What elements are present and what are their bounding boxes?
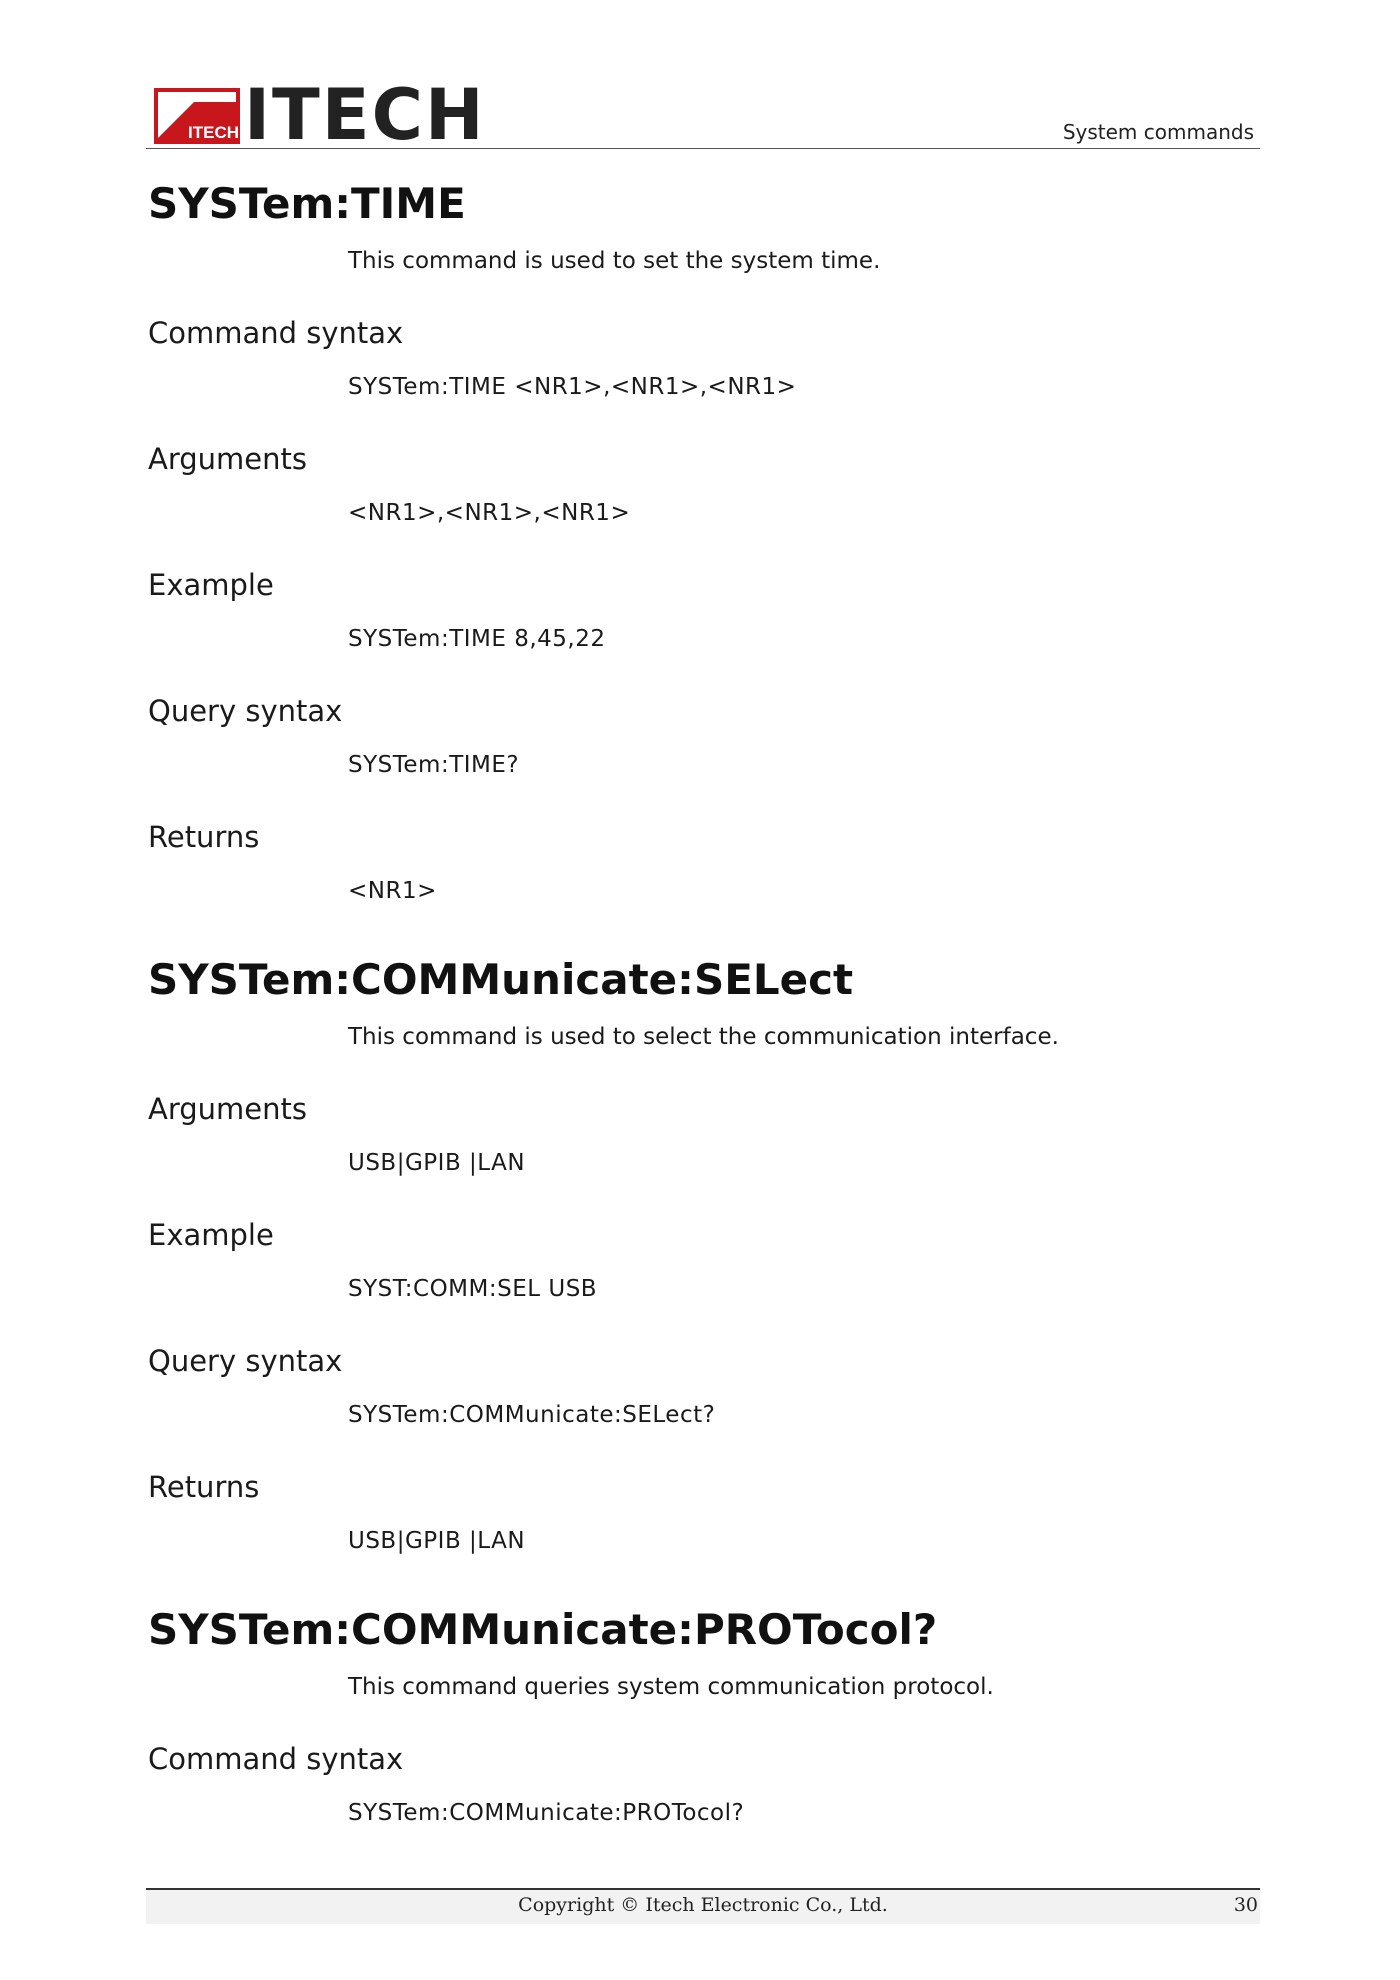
command-block <box>148 176 1258 906</box>
copyright-notice: Copyright © Itech Electronic Co., Ltd. <box>518 1894 888 1916</box>
itech-logo <box>154 74 486 156</box>
command-description: This command is used to set the system time. <box>348 248 881 274</box>
logo-badge-icon <box>154 88 240 144</box>
command-block <box>148 952 1258 1556</box>
page-number: 30 <box>1233 1894 1258 1916</box>
field-value: <NR1> <box>348 878 437 904</box>
field-value: SYSTem:TIME 8,45,22 <box>348 626 606 652</box>
field-label: Example <box>148 568 274 602</box>
field-value: USB|GPIB |LAN <box>348 1150 526 1176</box>
command-block <box>148 1602 1258 1828</box>
logo-badge-text: ITECH <box>188 123 239 142</box>
field-value: SYSTem:COMMunicate:SELect? <box>348 1402 716 1428</box>
command-title: SYSTem:TIME <box>148 179 466 228</box>
field-value: SYSTem:COMMunicate:PROTocol? <box>348 1800 745 1826</box>
field-label: Query syntax <box>148 1344 343 1378</box>
logo-wordmark: ITECH <box>244 74 486 156</box>
field-label: Arguments <box>148 1092 307 1126</box>
field-label: Command syntax <box>148 316 404 350</box>
command-description: This command queries system communication protocol. <box>348 1674 994 1700</box>
field-label: Query syntax <box>148 694 343 728</box>
command-title: SYSTem:COMMunicate:SELect <box>148 955 854 1004</box>
document-body <box>148 176 1258 1828</box>
field-label: Returns <box>148 1470 260 1504</box>
field-value: SYSTem:TIME? <box>348 752 520 778</box>
command-title: SYSTem:COMMunicate:PROTocol? <box>148 1605 938 1654</box>
field-value: <NR1>,<NR1>,<NR1> <box>348 500 631 526</box>
section-name: System commands <box>1062 120 1254 144</box>
field-value: SYST:COMM:SEL USB <box>348 1276 598 1302</box>
field-label: Returns <box>148 820 260 854</box>
page-header <box>146 74 1260 156</box>
field-value: USB|GPIB |LAN <box>348 1528 526 1554</box>
field-value: SYSTem:TIME <NR1>,<NR1>,<NR1> <box>348 374 797 400</box>
field-label: Command syntax <box>148 1742 404 1776</box>
page-footer <box>146 1888 1260 1924</box>
command-description: This command is used to select the communication interface. <box>348 1024 1059 1050</box>
field-label: Arguments <box>148 442 307 476</box>
field-label: Example <box>148 1218 274 1252</box>
